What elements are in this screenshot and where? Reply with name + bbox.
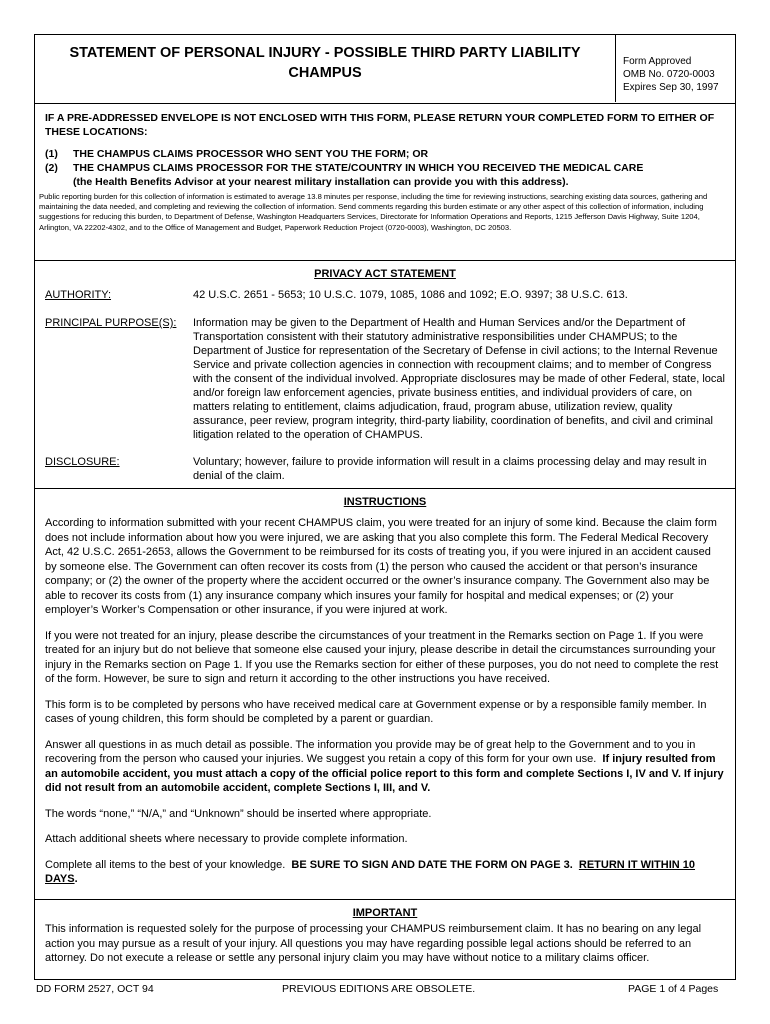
instructions-para-7 <box>45 858 725 887</box>
form-page <box>34 34 736 980</box>
privacy-act-section <box>35 267 735 487</box>
return-notice <box>35 111 735 233</box>
return-location-1-text: THE CHAMPUS CLAIMS PROCESSOR WHO SENT YOU THE FORM; OR <box>73 148 429 160</box>
instructions-para-2: If you were not treated for an injury, please describe the circumstances of your treatment in the Remarks section on Page 1. If you were treated for an injury but do not believe that someone else caused your injury, please describe in detail the circumstances surrounding your injury in the Remarks section on Page 1. If you use the Remarks section for either of these purposes, you do not need to complete the rest of the form. However, be sure to sign and return it according to the other instructions you have received. <box>45 629 719 685</box>
instructions-heading: INSTRUCTIONS <box>343 496 427 508</box>
burden-statement: Public reporting burden for this collection of information is estimated to average 13.8 minutes per response, including the time for reviewing instructions, searching existing data sources, gathering and maintaining the data needed, and completing and reviewing the collection of information. Send comments regarding this burden estimate or any other aspect of this collection of information, including suggestions for reducing this burden, to Department of Defense, Washington Headquarters Services, Directorate for Information Operations and Reports, 1215 Jefferson Davis Highway, Suite 1204, Arlington, VA 22202-4302, and to the Office of Management and Budget, Paperwork Reduction Project (0720-0003), Washington, DC 20503. <box>39 192 708 232</box>
form-number: DD FORM 2527, OCT 94 <box>36 983 154 995</box>
important-section <box>35 906 735 966</box>
important-text: This information is requested solely for the purpose of processing your CHAMPUS reimbursement claim. It has no bearing on any legal action you may pursue as a result of your injury. All questions you may have regarding possible legal actions should be referred to an attorney. Do not execute a release or settle any personal injury claim you may have without notice to a military claims officer. <box>45 923 702 964</box>
return-locations <box>45 147 725 189</box>
instructions-para-4-text: Answer all questions in as much detail as possible. The information you provide may be of great help to the Government and to you in recovering from the person who caused your injuries. We suggest you retain a copy of this form for your own use. <box>45 738 696 765</box>
section-rule <box>35 899 735 900</box>
return-location-1 <box>45 147 725 161</box>
omb-number: OMB No. 0720-0003 <box>623 69 715 80</box>
instructions-para-4 <box>45 738 725 796</box>
important-heading: IMPORTANT <box>352 907 418 919</box>
form-title-line1: STATEMENT OF PERSONAL INJURY - POSSIBLE THIRD PARTY LIABILITY <box>69 45 581 61</box>
authority-text: 42 U.S.C. 2651 - 5653; 10 U.S.C. 1079, 1085, 1086 and 1092; E.O. 9397; 38 U.S.C. 613. <box>193 289 628 301</box>
principal-purpose-text: Information may be given to the Department of Health and Human Services and/or the Department of Transportation consistent with their statutory administrative responsibilities under CHAMPUS; to the Department of Justice for representation of the Secretary of Defense in civil actions; to the Internal Revenue Service and private collection agencies in connection with recoupment claims; and to member of Congress with the consent of the individual involved. Appropriate disclosures may be made of other Federal, state, local and/or foreign law enforcement agencies, private business entities, and individual providers of care, on matters relating to entitlement, claims adjudication, fraud, program abuse, utilization review, quality assurance, peer review, program integrity, third-party liability, coordination of benefits, and civil and criminal litigation related to the operation of CHAMPUS. <box>193 317 725 441</box>
instructions-para-5: The words “none,” “N/A,” and “Unknown” should be inserted where appropriate. <box>45 807 432 820</box>
expiration-date: Expires Sep 30, 1997 <box>623 82 719 93</box>
return-location-1-num: (1) <box>45 148 58 160</box>
form-title-line2: CHAMPUS <box>288 65 362 81</box>
automobile-accident-note: If injury resulted from an automobile accident, you must attach a copy of the official police report to this form and complete Sections I, IV and V. If injury did not result from an automobile accident, complete Sections I, III, and V. <box>45 753 724 794</box>
form-title <box>35 43 615 83</box>
section-rule <box>35 488 735 489</box>
disclosure-text: Voluntary; however, failure to provide information will result in a claims processing delay and may result in denial of the claim. <box>193 456 707 482</box>
instructions-section <box>35 495 735 887</box>
return-deadline: RETURN IT WITHIN 10 DAYS <box>45 858 696 885</box>
instructions-para-6: Attach additional sheets where necessary to provide complete information. <box>45 833 408 845</box>
omb-approval-block <box>623 55 719 94</box>
form-header <box>35 35 735 104</box>
return-location-2 <box>45 161 725 175</box>
form-approved-text: Form Approved <box>623 56 692 67</box>
return-location-2-num: (2) <box>45 162 58 174</box>
obsolete-notice: PREVIOUS EDITIONS ARE OBSOLETE. <box>282 983 476 995</box>
page-number: PAGE 1 of 4 Pages <box>628 983 719 995</box>
return-deadline-period: . <box>74 873 78 885</box>
principal-purpose-label: PRINCIPAL PURPOSE(S): <box>45 317 177 329</box>
instructions-para-3: This form is to be completed by persons who have received medical care at Government expense or by a responsible family member. In cases of young children, this form should be completed by a parent or guardian. <box>45 698 707 725</box>
section-rule <box>35 260 735 261</box>
sign-and-date-note: BE SURE TO SIGN AND DATE THE FORM ON PAGE 3. <box>291 858 573 871</box>
return-location-2-note: (the Health Benefits Advisor at your nearest military installation can provide you with this address). <box>73 176 569 188</box>
header-divider <box>615 35 616 102</box>
authority-label: AUTHORITY: <box>45 289 112 301</box>
instructions-para-7-text: Complete all items to the best of your knowledge. <box>45 858 286 871</box>
disclosure-label: DISCLOSURE: <box>45 456 120 468</box>
instructions-para-1: According to information submitted with your recent CHAMPUS claim, you were treated for an injury of some kind. Because the claim form does not include information about how you were injured, we are asking that you also complete this form. The Federal Medical Recovery Act, 42 U.S.C. 2651-2653, allows the Government to be reimbursed for its costs of treating you, if you were injured in an accident caused by someone else. The Government can often recover its costs from (1) the person who caused the accident or that person’s insurance company; or (2) the owner of the property where the accident occurred or the owner’s insurance company. The Government also may be able to recover its costs from (1) any insurance company which insures your family for hospital and medical expenses; or (2) your employer’s Worker’s Compensation or other insurance, if you were injured at work. <box>45 517 717 616</box>
privacy-heading: PRIVACY ACT STATEMENT <box>314 268 456 280</box>
return-notice-intro: IF A PRE-ADDRESSED ENVELOPE IS NOT ENCLOSED WITH THIS FORM, PLEASE RETURN YOUR COMPLETED FORM TO EITHER OF THESE LOCATIONS: <box>45 112 715 138</box>
return-location-2-text: THE CHAMPUS CLAIMS PROCESSOR FOR THE STATE/COUNTRY IN WHICH YOU RECEIVED THE MEDICAL CARE <box>73 162 644 174</box>
